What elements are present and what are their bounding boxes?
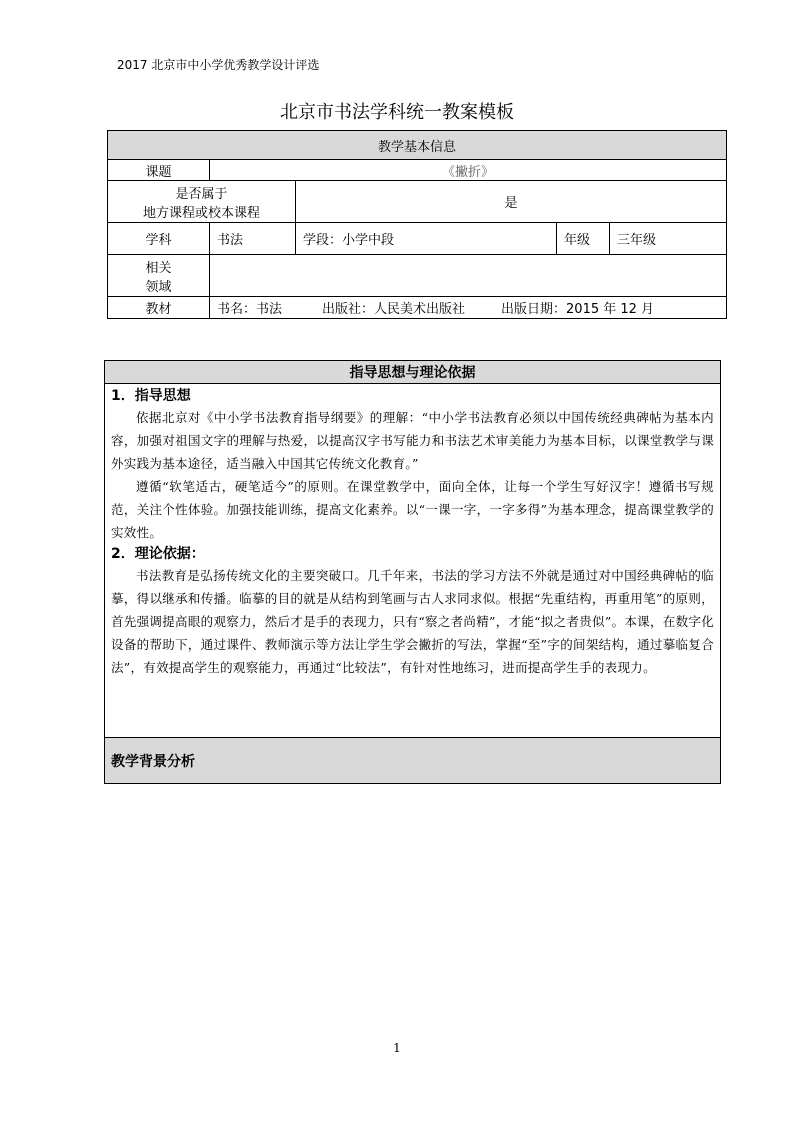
subject-value: 书法 — [210, 223, 296, 255]
guidance-section-title: 指导思想与理论依据 — [105, 361, 721, 384]
material-label: 教材 — [108, 297, 210, 319]
local-course-value: 是 — [296, 181, 727, 223]
local-course-label — [108, 181, 296, 223]
guidance-heading-2: 2．理论依据： — [111, 546, 205, 562]
publisher: 出版社：人民美术出版社 — [322, 302, 466, 317]
stage-text: 学段：小学中段 — [296, 223, 557, 255]
topic-value: 《撇折》 — [210, 160, 727, 181]
material-value — [210, 297, 727, 319]
related-field-value — [210, 255, 727, 297]
guidance-body — [105, 384, 721, 738]
related-label-line1: 相关 — [145, 260, 172, 276]
guidance-heading-1: 1．指导思想 — [111, 388, 191, 404]
grade-label: 年级 — [557, 223, 610, 255]
book-name: 书名：书法 — [217, 302, 283, 317]
guidance-paragraph-1: 依据北京对《中小学书法教育指导纲要》的理解：“中小学书法教育必须以中国传统经典碑帖为基本内容，加强对祖国文字的理解与热爱，以提高汉字书写能力和书法艺术审美能力为基本目标，以课堂教学与课外实践为基本途径，适当融入中国其它传统文化教育。” — [111, 410, 714, 471]
guidance-paragraph-2: 遵循“软笔适古，硬笔适今”的原则。在课堂教学中，面向全体，让每一个学生写好汉字！遵循书写规范，关注个性体验。加强技能训练，提高文化素养。以“一课一字，一字多得”为基本理念，提高课堂教学的实效性。 — [111, 479, 714, 540]
local-course-label-line2: 地方课程或校本课程 — [142, 205, 260, 221]
basic-info-section-title: 教学基本信息 — [108, 131, 727, 160]
guidance-table — [104, 360, 721, 784]
grade-value: 三年级 — [610, 223, 727, 255]
related-label-line2: 领域 — [145, 279, 172, 295]
pub-date: 出版日期：2015 年 12 月 — [501, 302, 655, 317]
basic-info-table — [107, 130, 727, 319]
page-title: 北京市书法学科统一教案模板 — [280, 102, 514, 123]
page-header: 2017 北京市中小学优秀教学设计评选 — [117, 58, 320, 72]
guidance-paragraph-3: 书法教育是弘扬传统文化的主要突破口。几千年来，书法的学习方法不外就是通过对中国经典碑帖的临摹，得以继承和传播。临摹的目的就是从结构到笔画与古人求同求似。根据“先重结构，再重用笔”的原则，首先强调提高眼的观察力，然后才是手的表现力，只有“察之者尚精”，才能“拟之者贵似”。本课，在数字化设备的帮助下，通过课件、教师演示等方法让学生学会撇折的写法，掌握“至”字的间架结构，通过摹临复合法”，有效提高学生的观察能力，再通过“比较法”，有针对性地练习，进而提高学生手的表现力。 — [111, 568, 714, 675]
local-course-label-line1: 是否属于 — [175, 186, 228, 202]
page-number: 1 — [393, 1041, 401, 1055]
topic-label: 课题 — [108, 160, 210, 181]
subject-label: 学科 — [108, 223, 210, 255]
background-section-title: 教学背景分析 — [105, 738, 721, 784]
related-field-label — [108, 255, 210, 297]
